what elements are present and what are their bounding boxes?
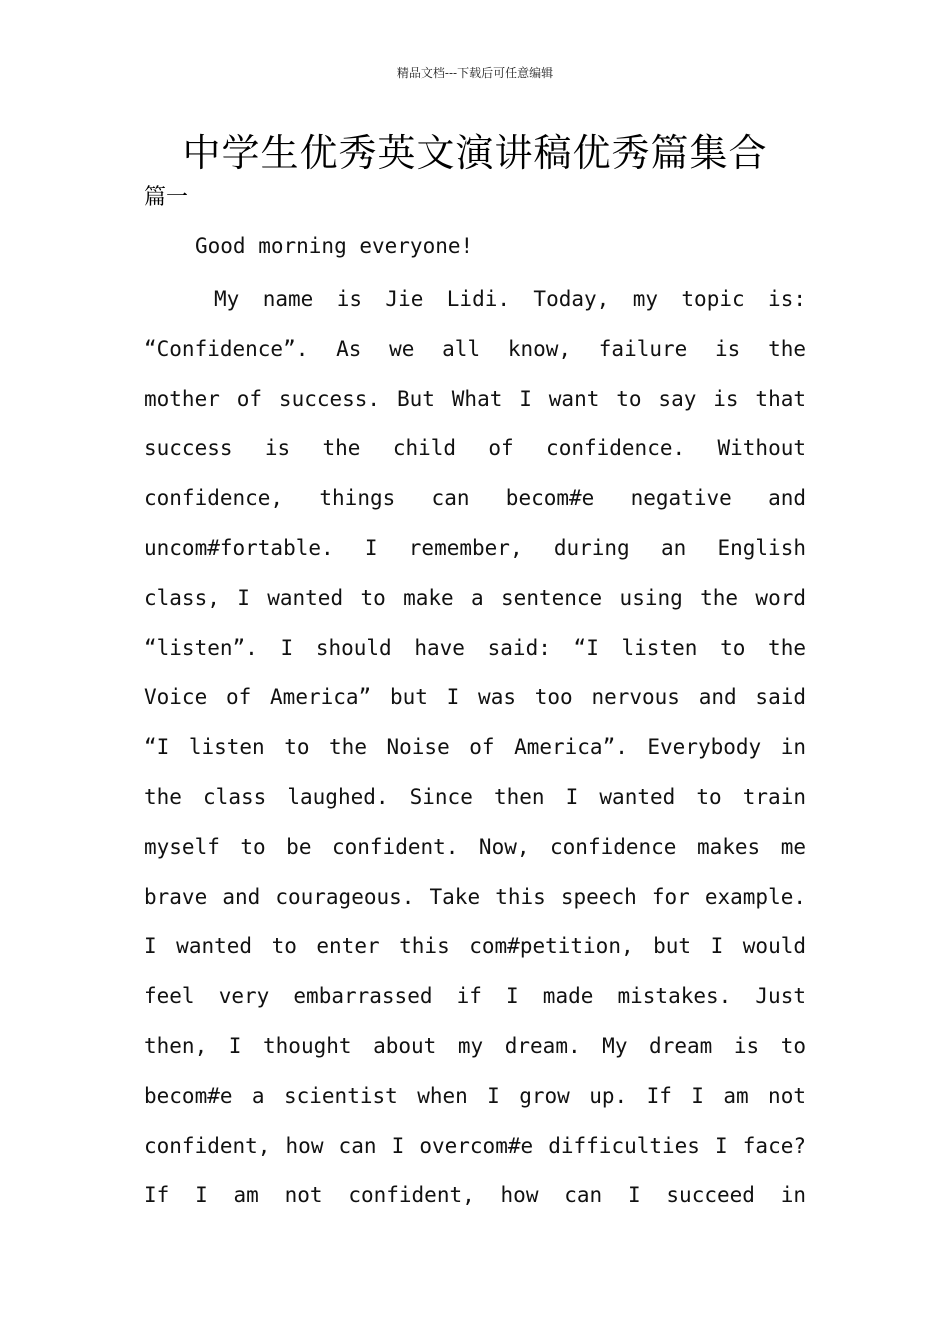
page-header: 精品文档---下载后可任意编辑 [396,66,554,80]
text-line: then, I thought about my dream. My dream is to [144,1033,806,1058]
text-line: feel very embarrassed if I made mistakes. Just [144,984,806,1009]
section-heading: 篇一 [144,185,189,210]
text-line: class, I wanted to make a sentence using the word [144,585,806,610]
text-line: brave and courageous. Take this speech for example. [144,884,806,909]
text-line: becom#e a scientist when I grow up. If I am not [144,1083,806,1108]
document-title: 中学生优秀英文演讲稿优秀篇集合 [182,131,768,175]
text-line: “listen”. I should have said: “I listen to the [144,635,806,660]
text-line: “Confidence”. As we all know, failure is the [144,336,806,361]
text-line: Voice of America” but I was too nervous and said [144,685,806,710]
text-line: success is the child of confidence. Without [144,436,806,461]
text-line: “I listen to the Noise of America”. Everybody in [144,735,806,760]
text-line: mother of success. But What I want to say is that [144,386,806,411]
text-line: I wanted to enter this com#petition, but I would [144,934,806,959]
text-line: confidence, things can becom#e negative and [144,486,806,511]
speech-greeting: Good morning everyone! [195,234,474,258]
text-line: If I am not confident, how can I succeed in [144,1183,806,1208]
text-line: the class laughed. Since then I wanted to train [144,784,806,809]
text-line: myself to be confident. Now, confidence makes me [144,834,806,859]
text-line: uncom#fortable. I remember, during an English [144,535,806,560]
text-line: My name is Jie Lidi. Today, my topic is: [214,287,806,311]
text-line: confident, how can I overcom#e difficulties I face? [144,1133,806,1158]
speech-body [144,275,806,1221]
